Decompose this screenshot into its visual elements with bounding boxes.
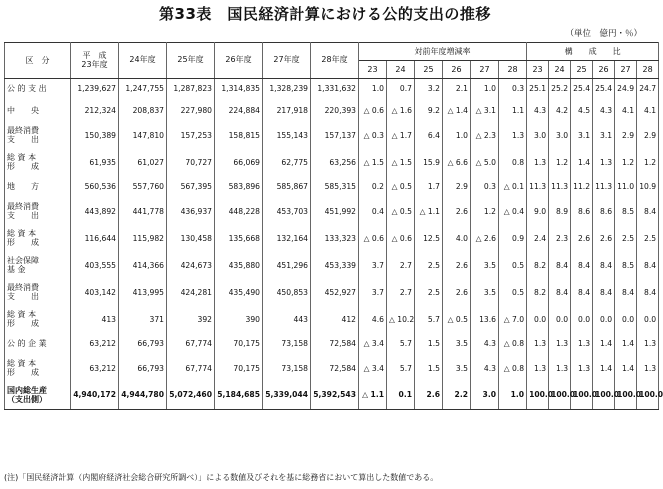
value-cell: 70,175 xyxy=(215,334,263,356)
share-cell: 8.2 xyxy=(527,253,549,280)
share-cell: 100.0 xyxy=(527,383,549,410)
value-cell: 557,760 xyxy=(119,177,167,199)
header-growth-year: 23 xyxy=(359,61,387,79)
value-cell: 1,314,835 xyxy=(215,79,263,101)
table-row xyxy=(5,280,659,307)
growth-cell: 6.4 xyxy=(415,123,443,150)
value-cell: 371 xyxy=(119,307,167,334)
row-label: 社会保障 基 金 xyxy=(5,253,71,280)
share-cell: 1.3 xyxy=(571,356,593,383)
value-cell: 441,778 xyxy=(119,199,167,226)
value-cell: 212,324 xyxy=(71,101,119,123)
value-cell: 63,212 xyxy=(71,356,119,383)
value-cell: 66,793 xyxy=(119,356,167,383)
value-cell: 443 xyxy=(263,307,311,334)
share-cell: 25.1 xyxy=(527,79,549,101)
share-cell: 1.4 xyxy=(615,334,637,356)
share-cell: 8.4 xyxy=(549,253,571,280)
growth-cell: 15.9 xyxy=(415,150,443,177)
value-cell: 220,393 xyxy=(311,101,359,123)
value-cell: 217,918 xyxy=(263,101,311,123)
share-cell: 25.2 xyxy=(549,79,571,101)
growth-cell: 2.6 xyxy=(443,199,471,226)
header-growth-year: 24 xyxy=(387,61,415,79)
value-cell: 403,555 xyxy=(71,253,119,280)
share-cell: 24.9 xyxy=(615,79,637,101)
value-cell: 157,253 xyxy=(167,123,215,150)
header-share-year: 24 xyxy=(549,61,571,79)
share-cell: 1.3 xyxy=(527,150,549,177)
growth-cell: △ 1.7 xyxy=(387,123,415,150)
share-cell: 10.9 xyxy=(637,177,659,199)
growth-cell: 13.6 xyxy=(471,307,499,334)
share-cell: 8.5 xyxy=(615,199,637,226)
share-cell: 2.6 xyxy=(593,226,615,253)
growth-cell: △ 0.5 xyxy=(387,199,415,226)
growth-cell: 2.2 xyxy=(443,383,471,410)
growth-cell: △ 0.1 xyxy=(499,177,527,199)
header-share-group: 構 成 比 xyxy=(527,43,659,61)
header-category: 区 分 xyxy=(5,43,71,79)
value-cell: 67,774 xyxy=(167,356,215,383)
share-cell: 2.9 xyxy=(615,123,637,150)
share-cell: 8.5 xyxy=(615,253,637,280)
row-label: 公 的 企 業 xyxy=(5,334,71,356)
growth-cell: △ 2.6 xyxy=(471,226,499,253)
header-share-year: 25 xyxy=(571,61,593,79)
table-row xyxy=(5,253,659,280)
share-cell: 11.3 xyxy=(527,177,549,199)
growth-cell: 9.2 xyxy=(415,101,443,123)
share-cell: 11.3 xyxy=(593,177,615,199)
share-cell: 8.2 xyxy=(527,280,549,307)
growth-cell: 1.0 xyxy=(359,79,387,101)
value-cell: 150,389 xyxy=(71,123,119,150)
growth-cell: 5.7 xyxy=(387,334,415,356)
share-cell: 1.4 xyxy=(593,334,615,356)
growth-cell: 5.7 xyxy=(415,307,443,334)
header-growth-group: 対前年度増減率 xyxy=(359,43,527,61)
share-cell: 1.3 xyxy=(549,356,571,383)
share-cell: 11.3 xyxy=(549,177,571,199)
share-cell: 1.3 xyxy=(527,334,549,356)
value-cell: 4,944,780 xyxy=(119,383,167,410)
row-label: 最終消費 支 出 xyxy=(5,199,71,226)
share-cell: 100.0 xyxy=(593,383,615,410)
share-cell: 8.4 xyxy=(637,280,659,307)
growth-cell: 2.5 xyxy=(415,280,443,307)
header-year: 24年度 xyxy=(119,43,167,79)
value-cell: 453,339 xyxy=(311,253,359,280)
share-cell: 8.6 xyxy=(593,199,615,226)
share-cell: 8.9 xyxy=(549,199,571,226)
table-row xyxy=(5,199,659,226)
share-cell: 1.3 xyxy=(593,150,615,177)
value-cell: 560,536 xyxy=(71,177,119,199)
value-cell: 115,982 xyxy=(119,226,167,253)
value-cell: 63,256 xyxy=(311,150,359,177)
public-expenditure-table xyxy=(4,42,663,410)
growth-cell: △ 0.6 xyxy=(359,101,387,123)
row-label: 総 資 本 形 成 xyxy=(5,307,71,334)
table-row xyxy=(5,123,659,150)
share-cell: 24.7 xyxy=(637,79,659,101)
share-cell: 1.4 xyxy=(593,356,615,383)
table-row xyxy=(5,334,659,356)
table-row xyxy=(5,79,659,101)
value-cell: 72,584 xyxy=(311,356,359,383)
value-cell: 1,331,632 xyxy=(311,79,359,101)
value-cell: 5,184,685 xyxy=(215,383,263,410)
header-growth-year: 25 xyxy=(415,61,443,79)
growth-cell: 3.0 xyxy=(471,383,499,410)
value-cell: 585,867 xyxy=(263,177,311,199)
header-growth-year: 26 xyxy=(443,61,471,79)
share-cell: 4.3 xyxy=(593,101,615,123)
header-year: 28年度 xyxy=(311,43,359,79)
share-cell: 1.3 xyxy=(527,356,549,383)
table-row xyxy=(5,356,659,383)
share-cell: 2.5 xyxy=(615,226,637,253)
row-label: 総 資 本 形 成 xyxy=(5,356,71,383)
row-label: 国内総生産 （支出側） xyxy=(5,383,71,410)
share-cell: 4.1 xyxy=(637,101,659,123)
growth-cell: 4.3 xyxy=(471,334,499,356)
growth-cell: 2.7 xyxy=(387,280,415,307)
table-row xyxy=(5,177,659,199)
share-cell: 1.3 xyxy=(571,334,593,356)
value-cell: 5,392,543 xyxy=(311,383,359,410)
growth-cell: △ 3.4 xyxy=(359,356,387,383)
value-cell: 227,980 xyxy=(167,101,215,123)
growth-cell: 1.0 xyxy=(443,123,471,150)
growth-cell: △ 3.4 xyxy=(359,334,387,356)
value-cell: 390 xyxy=(215,307,263,334)
growth-cell: 5.7 xyxy=(387,356,415,383)
value-cell: 450,853 xyxy=(263,280,311,307)
unit-label: （単位 億円・％） xyxy=(565,29,642,39)
growth-cell: △ 0.5 xyxy=(387,177,415,199)
growth-cell: △ 1.1 xyxy=(415,199,443,226)
value-cell: 63,212 xyxy=(71,334,119,356)
value-cell: 585,315 xyxy=(311,177,359,199)
share-cell: 100.0 xyxy=(615,383,637,410)
share-cell: 25.4 xyxy=(593,79,615,101)
value-cell: 413,995 xyxy=(119,280,167,307)
value-cell: 413 xyxy=(71,307,119,334)
value-cell: 72,584 xyxy=(311,334,359,356)
value-cell: 424,281 xyxy=(167,280,215,307)
value-cell: 5,072,460 xyxy=(167,383,215,410)
growth-cell: △ 1.5 xyxy=(387,150,415,177)
value-cell: 443,892 xyxy=(71,199,119,226)
value-cell: 62,775 xyxy=(263,150,311,177)
share-cell: 11.0 xyxy=(615,177,637,199)
growth-cell: 4.6 xyxy=(359,307,387,334)
value-cell: 403,142 xyxy=(71,280,119,307)
share-cell: 0.0 xyxy=(571,307,593,334)
share-cell: 0.0 xyxy=(593,307,615,334)
value-cell: 66,069 xyxy=(215,150,263,177)
growth-cell: △ 0.6 xyxy=(359,226,387,253)
value-cell: 435,880 xyxy=(215,253,263,280)
share-cell: 3.1 xyxy=(571,123,593,150)
value-cell: 135,668 xyxy=(215,226,263,253)
growth-cell: 0.9 xyxy=(499,226,527,253)
growth-cell: 3.7 xyxy=(359,253,387,280)
growth-cell: 1.2 xyxy=(471,199,499,226)
share-cell: 9.0 xyxy=(527,199,549,226)
value-cell: 73,158 xyxy=(263,334,311,356)
growth-cell: 2.5 xyxy=(415,253,443,280)
growth-cell: 0.1 xyxy=(387,383,415,410)
share-cell: 4.5 xyxy=(571,101,593,123)
value-cell: 61,935 xyxy=(71,150,119,177)
share-cell: 2.3 xyxy=(549,226,571,253)
growth-cell: 1.1 xyxy=(499,101,527,123)
growth-cell: △ 5.0 xyxy=(471,150,499,177)
growth-cell: 2.7 xyxy=(387,253,415,280)
growth-cell: △ 0.8 xyxy=(499,356,527,383)
share-cell: 8.6 xyxy=(571,199,593,226)
growth-cell: 1.0 xyxy=(499,383,527,410)
share-cell: 0.0 xyxy=(615,307,637,334)
value-cell: 132,164 xyxy=(263,226,311,253)
value-cell: 424,673 xyxy=(167,253,215,280)
value-cell: 224,884 xyxy=(215,101,263,123)
row-label: 総 資 本 形 成 xyxy=(5,150,71,177)
value-cell: 451,992 xyxy=(311,199,359,226)
value-cell: 70,175 xyxy=(215,356,263,383)
share-cell: 8.4 xyxy=(571,280,593,307)
header-year: 27年度 xyxy=(263,43,311,79)
share-cell: 8.4 xyxy=(637,199,659,226)
growth-cell: 4.0 xyxy=(443,226,471,253)
share-cell: 1.3 xyxy=(637,356,659,383)
share-cell: 11.2 xyxy=(571,177,593,199)
growth-cell: 2.6 xyxy=(443,253,471,280)
value-cell: 436,937 xyxy=(167,199,215,226)
share-cell: 1.2 xyxy=(615,150,637,177)
share-cell: 1.3 xyxy=(637,334,659,356)
growth-cell: 4.3 xyxy=(471,356,499,383)
share-cell: 0.0 xyxy=(527,307,549,334)
value-cell: 116,644 xyxy=(71,226,119,253)
value-cell: 451,296 xyxy=(263,253,311,280)
growth-cell: 2.1 xyxy=(443,79,471,101)
growth-cell: △ 0.8 xyxy=(499,334,527,356)
value-cell: 435,490 xyxy=(215,280,263,307)
value-cell: 567,395 xyxy=(167,177,215,199)
value-cell: 1,328,239 xyxy=(263,79,311,101)
table-row xyxy=(5,383,659,410)
header-year: 平 成 23年度 xyxy=(71,43,119,79)
growth-cell: 2.6 xyxy=(443,280,471,307)
header-year: 26年度 xyxy=(215,43,263,79)
growth-cell: 0.8 xyxy=(499,150,527,177)
growth-cell: △ 7.0 xyxy=(499,307,527,334)
value-cell: 1,247,755 xyxy=(119,79,167,101)
value-cell: 452,927 xyxy=(311,280,359,307)
growth-cell: 0.5 xyxy=(499,280,527,307)
value-cell: 583,896 xyxy=(215,177,263,199)
header-share-year: 27 xyxy=(615,61,637,79)
value-cell: 453,703 xyxy=(263,199,311,226)
growth-cell: 1.7 xyxy=(415,177,443,199)
growth-cell: 2.9 xyxy=(443,177,471,199)
header-growth-year: 27 xyxy=(471,61,499,79)
growth-cell: 1.5 xyxy=(415,334,443,356)
growth-cell: 0.7 xyxy=(387,79,415,101)
share-cell: 2.6 xyxy=(571,226,593,253)
growth-cell: △ 1.1 xyxy=(359,383,387,410)
row-label: 公 的 支 出 xyxy=(5,79,71,101)
growth-cell: △ 1.6 xyxy=(387,101,415,123)
share-cell: 2.5 xyxy=(637,226,659,253)
share-cell: 3.0 xyxy=(527,123,549,150)
share-cell: 1.2 xyxy=(637,150,659,177)
value-cell: 73,158 xyxy=(263,356,311,383)
header-share-year: 28 xyxy=(637,61,659,79)
value-cell: 4,940,172 xyxy=(71,383,119,410)
growth-cell: 1.0 xyxy=(471,79,499,101)
share-cell: 0.0 xyxy=(637,307,659,334)
share-cell: 3.1 xyxy=(593,123,615,150)
table-row xyxy=(5,101,659,123)
table-row xyxy=(5,226,659,253)
share-cell: 1.4 xyxy=(571,150,593,177)
value-cell: 392 xyxy=(167,307,215,334)
value-cell: 157,137 xyxy=(311,123,359,150)
row-label: 地 方 xyxy=(5,177,71,199)
growth-cell: 3.5 xyxy=(471,280,499,307)
growth-cell: △ 1.4 xyxy=(443,101,471,123)
value-cell: 414,366 xyxy=(119,253,167,280)
value-cell: 66,793 xyxy=(119,334,167,356)
share-cell: 2.4 xyxy=(527,226,549,253)
table-row xyxy=(5,150,659,177)
share-cell: 3.0 xyxy=(549,123,571,150)
value-cell: 155,143 xyxy=(263,123,311,150)
share-cell: 8.4 xyxy=(615,280,637,307)
share-cell: 0.0 xyxy=(549,307,571,334)
header-share-year: 23 xyxy=(527,61,549,79)
growth-cell: △ 0.6 xyxy=(387,226,415,253)
share-cell: 8.4 xyxy=(593,253,615,280)
value-cell: 1,287,823 xyxy=(167,79,215,101)
value-cell: 208,837 xyxy=(119,101,167,123)
growth-cell: 3.5 xyxy=(443,356,471,383)
value-cell: 70,727 xyxy=(167,150,215,177)
share-cell: 2.9 xyxy=(637,123,659,150)
share-cell: 4.3 xyxy=(527,101,549,123)
header-growth-year: 28 xyxy=(499,61,527,79)
growth-cell: 0.4 xyxy=(359,199,387,226)
row-label: 総 資 本 形 成 xyxy=(5,226,71,253)
share-cell: 8.4 xyxy=(637,253,659,280)
growth-cell: 1.3 xyxy=(499,123,527,150)
value-cell: 133,323 xyxy=(311,226,359,253)
share-cell: 4.1 xyxy=(615,101,637,123)
growth-cell: △ 6.6 xyxy=(443,150,471,177)
footnote: (注)「国民経済計算（内閣府経済社会総合研究所調べ）」による数値及びそれを基に総務省において算出した数値である。 xyxy=(4,473,439,482)
value-cell: 147,810 xyxy=(119,123,167,150)
header-share-year: 26 xyxy=(593,61,615,79)
growth-cell: 1.5 xyxy=(415,356,443,383)
share-cell: 100.0 xyxy=(637,383,659,410)
header-year: 25年度 xyxy=(167,43,215,79)
value-cell: 5,339,044 xyxy=(263,383,311,410)
share-cell: 8.4 xyxy=(549,280,571,307)
value-cell: 130,458 xyxy=(167,226,215,253)
value-cell: 1,239,627 xyxy=(71,79,119,101)
value-cell: 412 xyxy=(311,307,359,334)
row-label: 最終消費 支 出 xyxy=(5,280,71,307)
share-cell: 1.3 xyxy=(549,334,571,356)
value-cell: 61,027 xyxy=(119,150,167,177)
growth-cell: 2.6 xyxy=(415,383,443,410)
page-title: 第33表 国民経済計算における公的支出の推移 xyxy=(159,5,491,23)
row-label: 中 央 xyxy=(5,101,71,123)
growth-cell: 0.5 xyxy=(499,253,527,280)
table-row xyxy=(5,307,659,334)
share-cell: 100.0 xyxy=(571,383,593,410)
share-cell: 1.2 xyxy=(549,150,571,177)
share-cell: 25.4 xyxy=(571,79,593,101)
growth-cell: △ 0.3 xyxy=(359,123,387,150)
growth-cell: △ 2.3 xyxy=(471,123,499,150)
growth-cell: 0.3 xyxy=(471,177,499,199)
growth-cell: 0.3 xyxy=(499,79,527,101)
value-cell: 67,774 xyxy=(167,334,215,356)
growth-cell: 3.2 xyxy=(415,79,443,101)
growth-cell: △ 3.1 xyxy=(471,101,499,123)
share-cell: 1.4 xyxy=(615,356,637,383)
value-cell: 158,815 xyxy=(215,123,263,150)
share-cell: 100.0 xyxy=(549,383,571,410)
growth-cell: 3.7 xyxy=(359,280,387,307)
growth-cell: △ 10.2 xyxy=(387,307,415,334)
share-cell: 8.4 xyxy=(593,280,615,307)
growth-cell: △ 0.5 xyxy=(443,307,471,334)
growth-cell: 12.5 xyxy=(415,226,443,253)
growth-cell: △ 1.5 xyxy=(359,150,387,177)
value-cell: 448,228 xyxy=(215,199,263,226)
growth-cell: △ 0.4 xyxy=(499,199,527,226)
row-label: 最終消費 支 出 xyxy=(5,123,71,150)
share-cell: 4.2 xyxy=(549,101,571,123)
growth-cell: 3.5 xyxy=(443,334,471,356)
growth-cell: 0.2 xyxy=(359,177,387,199)
share-cell: 8.4 xyxy=(571,253,593,280)
growth-cell: 3.5 xyxy=(471,253,499,280)
